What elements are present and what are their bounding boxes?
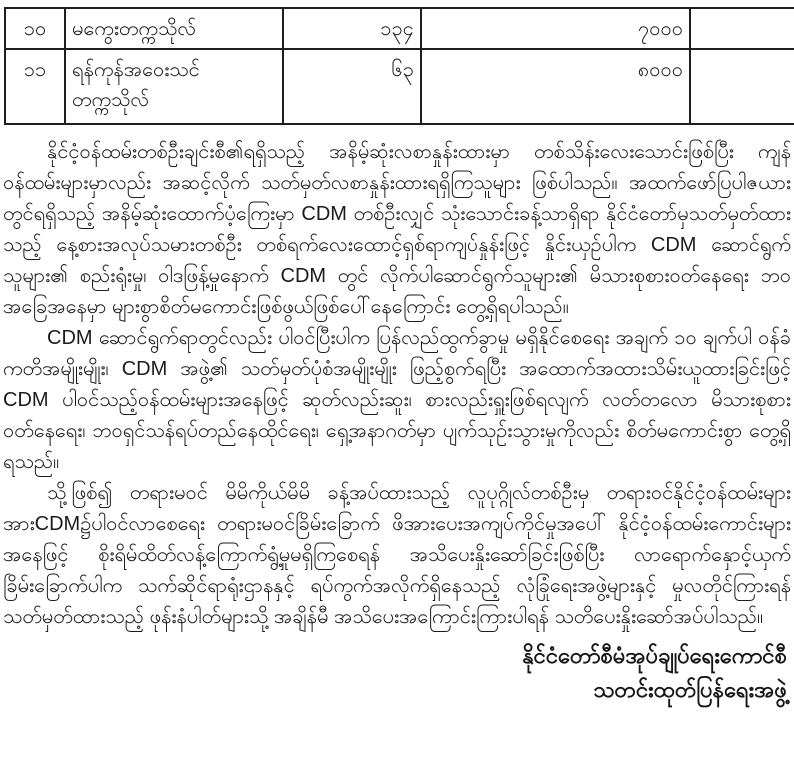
table-row [5, 49, 794, 124]
signature-block [0, 639, 787, 707]
paragraph-warning: သို့ဖြစ်၍ တရားမဝင် မိမိကိုယ်မိမိ ခန့်အပ်ထားသည့် လူပုဂ္ဂိုလ်တစ်ဦးမှ တရားဝင်နိုင်ငံ့ဝန်ထမ်းများအားCDM၌ပါဝင်လာစေရေး တရားမဝင်ခြိမ်းခြောက် ဖိအားပေးအကျပ်ကိုင်မှုအပေါ် နိုင်ငံ့ဝန်ထမ်းကောင်းများအနေဖြင့် စိုးရိမ်ထိတ်လန့်ကြောက်ရွံ့မှုမရှိကြစေရန် အသိပေးနှိုးဆော်ခြင်းဖြစ်ပြီး လာရောက်နှောင့်ယှက်ခြိမ်းခြောက်ပါက သက်ဆိုင်ရာရုံးဌာနနှင့် ရပ်ကွက်အလိုက်ရှိနေသည့် လုံခြုံရေးအဖွဲ့များနှင့် မှုလတိုင်ကြားရန် သတ်မှတ်ထားသည့် ဖုန်းနံပါတ်များသို့ အချိန်မီ အသိပေးအကြောင်းကြားပါရန် သတိပေးနှိုးဆော်အပ်ပါသည်။ [3, 482, 791, 628]
body-text [3, 137, 791, 633]
support-table [4, 7, 794, 125]
cell-count: ၆၃ [283, 49, 421, 124]
cell-university-name: ရန်ကုန်အဝေးသင် တက္ကသိုလ် [65, 49, 283, 124]
paragraph-cdm-pledges: CDM ဆောင်ရွက်ရာတွင်လည်း ပါဝင်ပြီးပါက ပြန်လည်ထွက်ခွာမှု မရှိနိုင်စေရေး အချက် ၁၀ ချက်ပါ ဝန်ခံကတိအမျိုးမျိုး၊ CDM အဖွဲ့၏ သတ်မှတ်ပုံစံအမျိုးမျိုး ဖြည့်စွက်ရပြီး အထောက်အထားသိမ်းယူထားခြင်းဖြင့် CDM ပါဝင်သည့်ဝန်ထမ်းများအနေဖြင့် ဆုတ်လည်းဆူး၊ စားလည်းရှူးဖြစ်ရလျက် လတ်တလော မိသားစုစားဝတ်နေရေး၊ ဘဝရှင်သန်ရပ်တည်နေထိုင်ရေး၊ ရှေ့အနာဂတ်မှာ ပျက်သုဉ်းသွားမှုကိုလည်း စိတ်မကောင်းစွာ တွေ့ရှိရသည်။ [3, 327, 791, 473]
table-row [5, 8, 794, 49]
cell-remark [690, 49, 794, 124]
paragraph-salary-comparison: နိုင်ငံ့ဝန်ထမ်းတစ်ဦးချင်းစီ၏ရရှိသည့် အနိမ့်ဆုံးလစာနှုန်းထားမှာ တစ်သိန်းလေးသောင်းဖြစ်ပြီး ကျန်ဝန်ထမ်းများမှာလည်း အဆင့်လိုက် သတ်မှတ်လစာနှုန်းထားရရှိကြသူများ ဖြစ်ပါသည်။ အထက်ဖော်ပြပါဇယားတွင်ရရှိသည့် အနိမ့်ဆုံးထောက်ပံ့ကြေးမှာ CDM တစ်ဦးလျှင် သုံးသောင်းခန့်သာရှိရာ နိုင်ငံတော်မှသတ်မှတ်ထားသည့် နေ့စားအလုပ်သမားတစ်ဦး တစ်ရက်လေးထောင့်ရှစ်ရာကျပ်နှုန်းဖြင့် နှိုင်းယှဉ်ပါက CDM ဆောင်ရွက်သူများ၏ စည်းရုံးမှု၊ ဝါဒဖြန့်မှုနောက် CDM တွင် လိုက်ပါဆောင်ရွက်သူများ၏ မိသားစုစားဝတ်နေရေး ဘဝအခြေအနေမှာ များစွာစိတ်မကောင်းဖြစ်ဖွယ်ဖြစ်ပေါ်နေကြောင်း တွေ့ရှိရပါသည်။ [3, 141, 791, 318]
cell-count: ၁၃၄ [283, 8, 421, 49]
cell-serial-number: ၁၀ [5, 8, 65, 49]
cell-amount: ၈၀၀၀ [421, 49, 690, 124]
signature-department: သတင်းထုတ်ပြန်ရေးအဖွဲ့ [593, 677, 787, 702]
signature-organization: နိုင်ငံတော်စီမံအုပ်ချုပ်ရေးကောင်စီ [522, 643, 787, 668]
cell-serial-number: ၁၁ [5, 49, 65, 124]
cell-remark [690, 8, 794, 49]
cell-amount: ၇၀၀၀ [421, 8, 690, 49]
cell-university-name: မကွေးတက္ကသိုလ် [65, 8, 283, 49]
